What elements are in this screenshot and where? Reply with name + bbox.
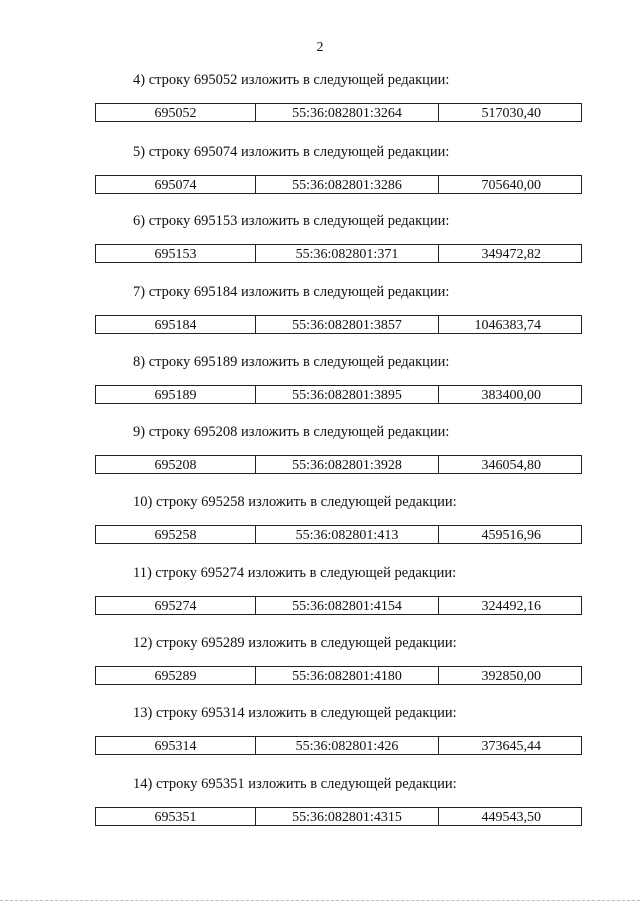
amendment-heading: 7) строку 695184 изложить в следующей редакции:: [133, 284, 450, 300]
row-value: 392850,00: [481, 669, 541, 684]
row-cadastral-number: 55:36:082801:3895: [256, 386, 439, 403]
scan-edge-line: [0, 900, 640, 901]
row-value: 459516,96: [481, 528, 541, 543]
row-code: 695314: [96, 737, 256, 754]
amendment-heading: 8) строку 695189 изложить в следующей редакции:: [133, 354, 450, 370]
row-code: 695258: [96, 526, 256, 543]
row-cadastral-number: 55:36:082801:3264: [256, 104, 439, 121]
row-cadastral-number: 55:36:082801:4154: [256, 597, 439, 614]
row-cadastral-number: 55:36:082801:3286: [256, 176, 439, 193]
row-value: 705640,00: [481, 178, 541, 193]
table-row: [95, 244, 582, 263]
row-code: 695289: [96, 667, 256, 684]
row-code: 695274: [96, 597, 256, 614]
row-cadastral-number: 55:36:082801:4315: [256, 808, 439, 825]
row-value: 324492,16: [481, 599, 541, 614]
row-code: 695184: [96, 316, 256, 333]
row-value: 1046383,74: [474, 318, 541, 333]
row-cadastral-number: 55:36:082801:426: [256, 737, 439, 754]
table-row: [95, 315, 582, 334]
row-code: 695189: [96, 386, 256, 403]
amendment-heading: 10) строку 695258 изложить в следующей редакции:: [133, 494, 457, 510]
row-value: 383400,00: [481, 388, 541, 403]
amendment-heading: 14) строку 695351 изложить в следующей редакции:: [133, 776, 457, 792]
row-value: 517030,40: [481, 106, 541, 121]
amendment-heading: 12) строку 695289 изложить в следующей редакции:: [133, 635, 457, 651]
table-row: [95, 596, 582, 615]
table-row: [95, 455, 582, 474]
row-cadastral-number: 55:36:082801:3928: [256, 456, 439, 473]
table-row: [95, 666, 582, 685]
amendment-heading: 9) строку 695208 изложить в следующей редакции:: [133, 424, 450, 440]
row-code: 695074: [96, 176, 256, 193]
row-cadastral-number: 55:36:082801:4180: [256, 667, 439, 684]
page-number: 2: [316, 40, 324, 55]
table-row: [95, 807, 582, 826]
row-code: 695351: [96, 808, 256, 825]
row-value: 346054,80: [481, 458, 541, 473]
row-code: 695208: [96, 456, 256, 473]
row-value: 449543,50: [481, 810, 541, 825]
row-code: 695153: [96, 245, 256, 262]
table-row: [95, 736, 582, 755]
row-value: 349472,82: [481, 247, 541, 262]
amendment-heading: 11) строку 695274 изложить в следующей редакции:: [133, 565, 457, 581]
row-code: 695052: [96, 104, 256, 121]
amendment-heading: 5) строку 695074 изложить в следующей редакции:: [133, 144, 450, 160]
amendment-heading: 4) строку 695052 изложить в следующей редакции:: [133, 72, 450, 88]
amendment-heading: 13) строку 695314 изложить в следующей редакции:: [133, 705, 457, 721]
table-row: [95, 385, 582, 404]
row-cadastral-number: 55:36:082801:3857: [256, 316, 439, 333]
row-value: 373645,44: [481, 739, 541, 754]
table-row: [95, 525, 582, 544]
amendment-heading: 6) строку 695153 изложить в следующей редакции:: [133, 213, 450, 229]
row-cadastral-number: 55:36:082801:371: [256, 245, 439, 262]
table-row: [95, 175, 582, 194]
table-row: [95, 103, 582, 122]
row-cadastral-number: 55:36:082801:413: [256, 526, 439, 543]
